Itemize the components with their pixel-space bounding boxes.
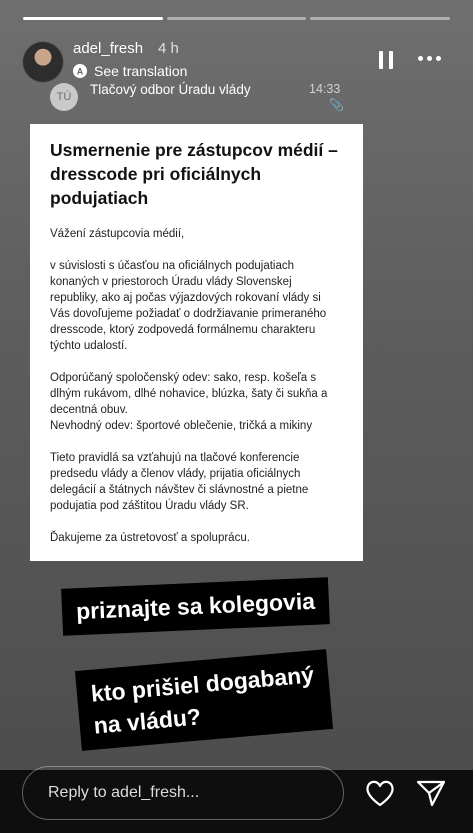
see-translation-label: See translation (94, 63, 188, 79)
story-progress-bar (23, 17, 450, 20)
progress-segment (167, 17, 307, 20)
progress-segment (23, 17, 163, 20)
email-paragraph: Tieto pravidlá sa vzťahujú na tlačové konferencie predsedu vlády a členov vlády, prijatia oficiálnych delegácií a štátnych návštev či slávnostné a pietne podujatia pod záštitou Úradu vlády SR. (50, 452, 309, 512)
story-username[interactable]: adel_fresh (73, 40, 144, 57)
email-paragraph: v súvislosti s účasťou na oficiálnych podujatiach konaných v priestoroch Úradu vlády Slovenskej republiky, ako aj počas výjazdových rokovaní vlády si Vás dovoľujeme požiadať o dodržiavanie primeraného dresscode, ktorý zodpovedá formálnemu charakteru týchto udalostí. (50, 260, 327, 352)
sender-avatar: TÚ (50, 83, 78, 111)
story-caption: priznajte sa kolegovia (61, 577, 330, 636)
email-closing: Ďakujeme za ústretovosť a spoluprácu. (50, 532, 250, 544)
email-paragraph: Odporúčaný spoločenský odev: sako, resp. košeľa s dlhým rukávom, dlhé nohavice, blúzka, šaty či sukňa a decentná obuv. (50, 372, 328, 416)
email-screenshot (30, 124, 363, 561)
progress-segment (310, 17, 450, 20)
caption-line: kto prišiel dogabaný (89, 661, 315, 707)
story-caption (75, 649, 333, 751)
email-sender-row (47, 80, 347, 110)
avatar[interactable] (22, 41, 64, 83)
see-translation-link[interactable] (72, 63, 187, 79)
paperclip-icon: 📎 (329, 98, 344, 112)
email-paragraph: Nevhodný odev: športové oblečenie, tričká a mikiny (50, 420, 313, 432)
reply-input[interactable]: Reply to adel_fresh... (22, 766, 344, 820)
story-time-ago: 4 h (158, 40, 179, 57)
translate-icon (72, 63, 88, 79)
svg-text:A: A (76, 66, 84, 77)
email-title: Usmernenie pre zástupcov médií – dresscode pri oficiálnych podujatiach (50, 140, 338, 208)
caption-line: na vládu? (92, 703, 202, 739)
email-greeting: Vážení zástupcovia médií, (50, 228, 185, 240)
sender-name: Tlačový odbor Úradu vlády (90, 82, 251, 97)
pause-icon[interactable] (379, 51, 393, 69)
email-body (50, 226, 343, 546)
send-icon[interactable] (416, 779, 446, 807)
email-time: 14:33 (309, 82, 341, 96)
heart-icon[interactable] (365, 779, 395, 807)
more-options-icon[interactable] (418, 56, 441, 61)
